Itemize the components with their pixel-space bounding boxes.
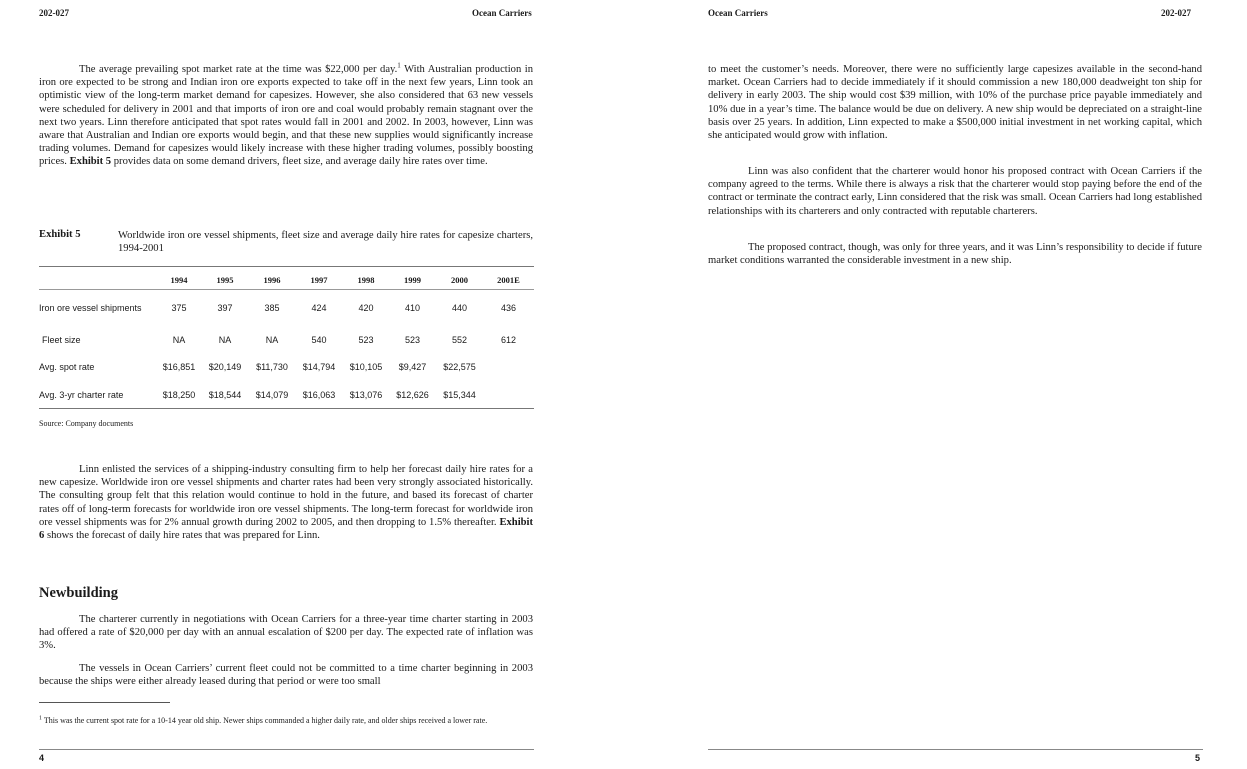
table-cell: $14,794	[302, 362, 336, 373]
table-cell: $11,730	[256, 362, 288, 373]
table-cell: 612	[500, 334, 517, 345]
table-cell: 410	[404, 303, 421, 313]
table-cell: $22,575	[443, 362, 476, 373]
right-page-bottom-rule	[708, 749, 1203, 750]
table-cell: NA	[265, 334, 279, 345]
table-cell: $15,344	[443, 389, 476, 400]
row-label: Iron ore vessel shipments	[39, 303, 142, 313]
footnote-reference[interactable]: 1	[397, 61, 401, 70]
left-header-title: Ocean Carriers	[472, 8, 532, 18]
column-header: 1999	[389, 271, 436, 290]
table-cell	[483, 381, 534, 409]
left-header-case-number: 202-027	[39, 8, 69, 18]
table-cell: $16,851	[162, 362, 196, 373]
table-cell: 523	[358, 334, 374, 345]
table-cell: $18,544	[208, 389, 242, 400]
left-paragraph-spot-rate: The average prevailing spot market rate at the time was $22,000 per day.$^1$ With Australian production in iron ore expected to be strong and Indian iron ore exports expected to take off in the next few years, Linn took an optimistic view of the long-term market demand for capesizes. However, she also considered that 63 new vessels were scheduled for delivery in 2001 and that imports of iron ore and coal would probably remain stagnant over the next two years. Linn therefore anticipated that spot rates would fall in 2001 and 2002. In 2003, however, Linn was aware that Australian and Indian ore exports would begin, and that these new supplies would significantly increase trading volumes. Demand for capesizes would likely increase with these higher trading volumes, possibly boosting prices. Exhibit 5 provides data on some demand drivers, fleet size, and average daily hire rates over time.	[39, 61, 534, 168]
left-paragraph-fleet: The vessels in Ocean Carriers’ current fleet could not be committed to a time charter beginning in 2003 because the ships were either already leased during that period or were too small	[39, 663, 533, 688]
table-cell: 420	[358, 303, 374, 313]
table-cell: $20,149	[208, 362, 242, 373]
right-paragraph-newbuild: to meet the customer’s needs. Moreover, there were no sufficiently large capesizes available in the second-hand market. Ocean Carriers had to decide immediately if it should commission a new 180,000 deadweight ton ship for delivery in early 2003. The ship would cost $39 million, with 10% of the purchase price payable immediately and 10% due in a year’s time. The balance would be due on delivery. A new ship would be depreciated on a straight-line basis over 25 years. In addition, Linn expected to make a $500,000 initial investment in net working capital, which she anticipated would grow with inflation.	[708, 64, 1202, 142]
table-cell: 552	[451, 334, 468, 345]
table-cell: NA	[172, 334, 186, 345]
column-header: 1996	[249, 271, 295, 290]
right-paragraph-contract: The proposed contract, though, was only for three years, and it was Linn’s responsibility to decide if future market conditions warranted the considerable investment in a new ship.	[708, 242, 1202, 267]
section-heading-newbuilding: Newbuilding	[39, 585, 118, 601]
table-row	[39, 354, 534, 382]
column-header: 1997	[295, 271, 343, 290]
table-cell: NA	[218, 334, 232, 345]
left-page-bottom-rule	[39, 749, 534, 750]
left-page-number: 4	[39, 753, 45, 763]
table-cell: $14,079	[255, 389, 289, 400]
table-header-row	[39, 271, 534, 290]
table-cell: 523	[404, 334, 421, 345]
table-cell: $9,427	[398, 362, 427, 373]
table-row	[39, 326, 534, 354]
right-header-case-number: 202-027	[1161, 8, 1191, 18]
exhibit-label: Exhibit 5	[39, 229, 81, 240]
right-paragraph-charterer-risk: Linn was also confident that the charterer would honor his proposed contract with Ocean Carriers if the company agreed to the terms. While there is always a risk that the charterer would stop paying before the end of the contract or terminate the contract early, Linn considered that the risk was small. Ocean Carriers had long established relationships with its charterers and only contracted with reputable charterers.	[708, 166, 1202, 217]
table-bottom-rule	[39, 408, 534, 409]
left-paragraph-consulting: Linn enlisted the services of a shipping-industry consulting firm to help her forecast daily hire rates for a new capesize. Worldwide iron ore vessel shipments and charter rates had been very strongly associated historically. The consulting group felt that this relation would continue to hold in the future, and based its forecast of charter rates off of long-term forecasts for worldwide iron ore vessel shipments. The long-term forecast for worldwide iron ore vessel shipments was for 2% annual growth during 2002 to 2005, and then dropping to 1.5% thereafter. Exhibit 6 shows the forecast of daily hire rates that was prepared for Linn.	[39, 464, 533, 542]
exhibit-6-reference: Exhibit 6	[39, 516, 533, 542]
row-label: Fleet size	[42, 334, 81, 345]
exhibit-source: Source: Company documents	[39, 419, 134, 428]
table-cell	[483, 354, 534, 382]
column-header: 1994	[157, 271, 201, 290]
column-header: 1998	[343, 271, 389, 290]
table-cell: 397	[217, 303, 233, 313]
table-cell: $12,626	[396, 389, 429, 400]
table-cell: $13,076	[349, 389, 383, 400]
footnote-separator	[39, 702, 170, 703]
table-cell: $16,063	[302, 389, 336, 400]
exhibit-5-reference: Exhibit 5	[69, 156, 112, 168]
column-header: 1995	[201, 271, 249, 290]
column-header: 2001E	[483, 271, 534, 290]
left-page	[0, 0, 560, 769]
table-row	[39, 381, 534, 409]
footnote: $^1$ This was the current spot rate for a 10-14 year old ship. Newer ships commanded a higher daily rate, and older ships received a lower rate.	[39, 715, 488, 725]
exhibit-caption: Worldwide iron ore vessel shipments, fleet size and average daily hire rates for capesize charters, 1994-2001	[118, 230, 533, 255]
table-top-rule	[39, 266, 534, 267]
left-paragraph-charterer: The charterer currently in negotiations with Ocean Carriers for a three-year time charter starting in 2003 had offered a rate of $20,000 per day with an annual escalation of $200 per day. The expected rate of inflation was 3%.	[39, 614, 533, 652]
table-row	[39, 290, 534, 327]
table-cell: 440	[451, 303, 468, 313]
right-page-number: 5	[1195, 753, 1201, 763]
row-label: Avg. spot rate	[39, 362, 95, 373]
right-header-title: Ocean Carriers	[708, 8, 768, 18]
table-cell: 540	[311, 334, 327, 345]
table-cell: $18,250	[162, 389, 196, 400]
column-header: 2000	[436, 271, 483, 290]
table-cell: 385	[264, 303, 280, 313]
table-cell: $10,105	[349, 362, 383, 373]
table-cell: 424	[311, 303, 327, 313]
table-cell: 436	[500, 303, 517, 313]
row-label: Avg. 3-yr charter rate	[39, 389, 124, 400]
right-page	[668, 0, 1247, 769]
table-cell: 375	[171, 303, 187, 313]
exhibit-5-table	[39, 271, 534, 409]
